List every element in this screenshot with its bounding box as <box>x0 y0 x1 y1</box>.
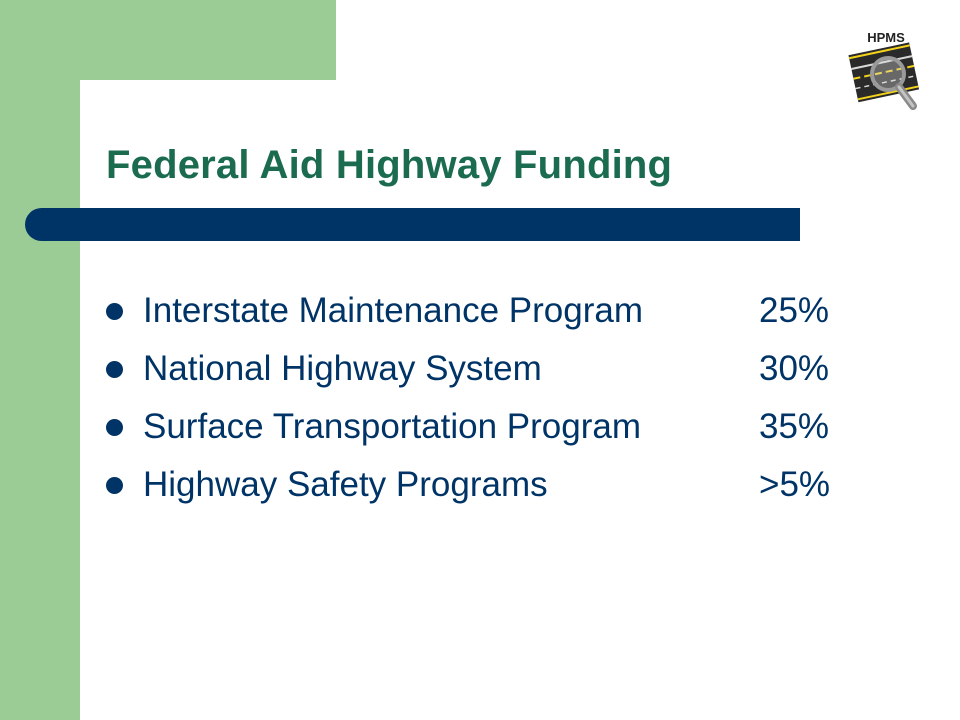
bullet-label: National Highway System <box>143 349 542 388</box>
bullet-item <box>106 398 830 456</box>
title-underline-bar <box>25 208 800 241</box>
bullet-dot-icon <box>106 419 123 436</box>
bullet-item <box>106 282 830 340</box>
green-sidebar <box>0 0 80 720</box>
bullet-item <box>106 456 830 514</box>
bullet-label: Surface Transportation Program <box>143 407 642 446</box>
bullet-label: Highway Safety Programs <box>143 465 548 504</box>
bullet-dot-icon <box>106 361 123 378</box>
slide-title: Federal Aid Highway Funding <box>106 143 673 187</box>
bullet-value: 35% <box>759 407 830 446</box>
bullet-value: 25% <box>759 291 830 330</box>
green-top-band <box>0 0 336 80</box>
logo-text: HPMS <box>867 30 905 45</box>
bullet-value: >5% <box>759 465 831 504</box>
bullet-dot-icon <box>106 477 123 494</box>
hpms-magnifier-road-icon <box>848 26 928 122</box>
bullet-list <box>106 282 830 514</box>
bullet-dot-icon <box>106 303 123 320</box>
bullet-value: 30% <box>759 349 830 388</box>
hpms-logo <box>848 26 928 122</box>
bullet-item <box>106 340 830 398</box>
bullet-label: Interstate Maintenance Program <box>143 291 643 330</box>
